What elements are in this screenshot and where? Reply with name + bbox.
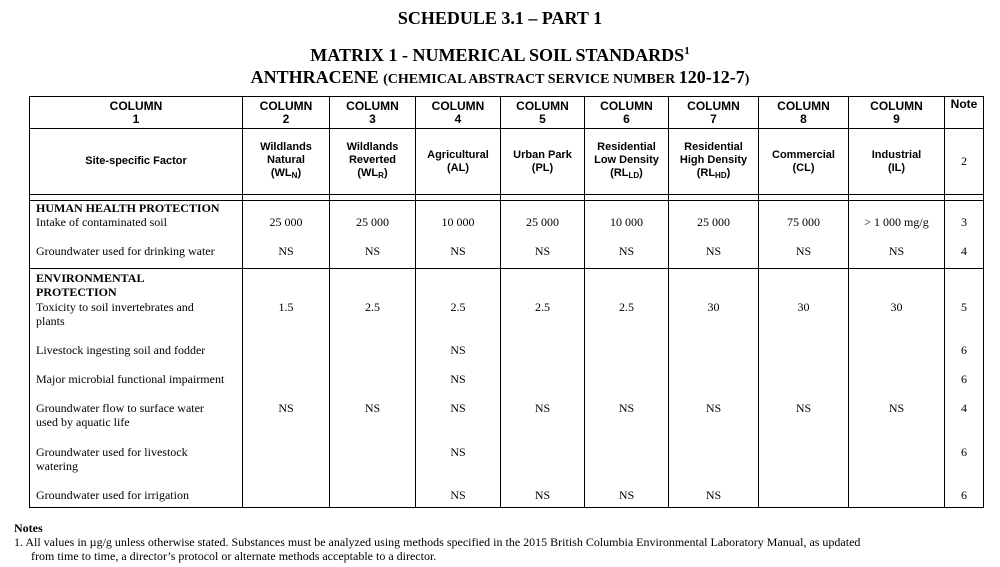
env-col-5 — [501, 269, 585, 508]
table-row: Toxicity to soil invertebrates and plants — [36, 300, 194, 328]
table-row: Livestock ingesting soil and fodder — [36, 343, 206, 357]
note-ref: 5 — [961, 300, 967, 314]
matrix-title — [0, 45, 1000, 66]
hh-col-8 — [759, 201, 849, 269]
environmental-label: ENVIRONMENTAL PROTECTION — [36, 271, 145, 299]
note-ref: 6 — [961, 372, 967, 386]
cell-value: NS — [618, 401, 635, 415]
cell-value: NS — [278, 401, 294, 415]
note-ref: 6 — [961, 488, 967, 502]
matrix-title-text: MATRIX 1 - NUMERICAL SOIL STANDARDS — [310, 45, 685, 65]
cell-value: 75 000 — [787, 215, 820, 229]
note-ref: 6 — [961, 445, 967, 459]
standards-table — [29, 96, 984, 508]
residential-low-density-label: Residential Low Density $(RL_{LD})$ — [585, 129, 669, 195]
schedule-title: SCHEDULE 3.1 – PART 1 — [397, 8, 603, 28]
env-col-3 — [330, 269, 416, 508]
cell-value: 25 000 — [526, 215, 559, 229]
hh-col-9 — [849, 201, 945, 269]
note-1-line-2: from time to time, a director’s protocol or alternate methods acceptable to a director. — [31, 549, 437, 563]
cell-value: NS — [364, 244, 381, 258]
note-ref: 3 — [961, 215, 967, 229]
cell-value: 2.5 — [619, 300, 634, 314]
column-header-2: COLUMN 2 — [243, 97, 330, 129]
cell-value: NS — [450, 445, 466, 459]
residential-high-density-label: Residential High Density $(RL_{HD})$ — [669, 129, 759, 195]
cell-value: NS — [705, 244, 722, 258]
cell-value: NS — [364, 401, 381, 415]
hh-col-4 — [416, 201, 501, 269]
cell-value: > 1 000 mg/g — [864, 215, 929, 229]
table-row: Groundwater used for irrigation — [36, 488, 189, 502]
cell-value: 25 000 — [269, 215, 303, 229]
cell-value: 2.5 — [535, 300, 550, 314]
human-health-label: HUMAN HEALTH PROTECTION — [36, 201, 220, 215]
cell-value: 30 — [890, 300, 903, 314]
cell-value: 2.5 — [450, 300, 466, 314]
site-factor-label: Site-specific Factor — [30, 129, 243, 195]
env-col-9 — [849, 269, 945, 508]
cas-close: ) — [744, 72, 750, 87]
column-header-7: COLUMN 7 — [669, 97, 759, 129]
hh-col-6 — [585, 201, 669, 269]
env-notes — [945, 269, 984, 508]
column-header-1: COLUMN 1 — [30, 97, 243, 129]
cell-value: 1.5 — [278, 300, 294, 314]
note-ref: 4 — [961, 401, 967, 415]
hh-notes — [945, 201, 984, 269]
cell-value: NS — [795, 401, 812, 415]
hh-col-7 — [669, 201, 759, 269]
cell-value: NS — [705, 488, 722, 502]
cell-value: NS — [450, 372, 466, 386]
cell-value: NS — [888, 401, 905, 415]
cell-value: 10 000 — [610, 215, 643, 229]
column-header-8: COLUMN 8 — [759, 97, 849, 129]
hh-col-2 — [243, 201, 330, 269]
cell-value: 25 000 — [697, 215, 730, 229]
note-1-line-1: 1. All values in µg/g unless otherwise stated. Substances must be analyzed using methods specified in the 2015 British Columbia Environmental Laboratory Manual, as updated — [14, 535, 861, 549]
column-number-row — [30, 97, 984, 129]
hh-col-5 — [501, 201, 585, 269]
table-row: Groundwater used for livestock watering — [36, 445, 188, 473]
cas-label: (CHEMICAL ABSTRACT SERVICE NUMBER — [383, 72, 679, 87]
cell-value: NS — [278, 244, 294, 258]
cell-value: NS — [618, 244, 635, 258]
industrial-label: Industrial (IL) — [849, 129, 945, 195]
commercial-label: Commercial (CL) — [759, 129, 849, 195]
cell-value: NS — [795, 244, 812, 258]
table-row: Groundwater used for drinking water — [36, 244, 215, 258]
wildlands-natural-label: Wildlands Natural $(WL_N)$ — [243, 129, 330, 195]
environmental-section — [30, 269, 984, 508]
wildlands-reverted-label: Wildlands Reverted $(WL_R)$ — [330, 129, 416, 195]
substance-name: ANTHRACENE — [250, 67, 379, 87]
agricultural-label: Agricultural (AL) — [416, 129, 501, 195]
env-col-6 — [585, 269, 669, 508]
hh-col-3 — [330, 201, 416, 269]
matrix-title-footnote: 1 — [684, 45, 690, 57]
column-header-6: COLUMN 6 — [585, 97, 669, 129]
cell-value: NS — [618, 488, 635, 502]
env-col-4 — [416, 269, 501, 508]
column-label-row — [30, 129, 984, 195]
table-row: Groundwater flow to surface water used by aquatic life — [36, 401, 204, 429]
table-row: Intake of contaminated soil — [36, 215, 167, 229]
env-col-7 — [669, 269, 759, 508]
cell-value: NS — [534, 244, 551, 258]
cell-value: NS — [450, 244, 466, 258]
environmental-factors — [30, 269, 243, 508]
cell-value: NS — [534, 488, 551, 502]
notes-title: Notes — [14, 521, 43, 535]
env-col-2 — [243, 269, 330, 508]
column-header-4: COLUMN 4 — [416, 97, 501, 129]
urban-park-label: Urban Park (PL) — [501, 129, 585, 195]
cell-value: NS — [450, 488, 466, 502]
column-header-5: COLUMN 5 — [501, 97, 585, 129]
cell-value: NS — [450, 343, 466, 357]
cell-value: 10 000 — [441, 215, 475, 229]
cell-value: 30 — [707, 300, 720, 314]
human-health-factors — [30, 201, 243, 269]
cell-value: 30 — [797, 300, 810, 314]
table-row: Major microbial functional impairment — [36, 372, 225, 386]
cell-value: 25 000 — [356, 215, 389, 229]
note-column-header: Note — [945, 97, 984, 129]
env-col-8 — [759, 269, 849, 508]
note-ref: 4 — [961, 244, 967, 258]
column-header-9: COLUMN 9 — [849, 97, 945, 129]
cell-value: NS — [705, 401, 722, 415]
cas-number: 120-12-7 — [678, 67, 745, 87]
substance-title — [0, 67, 1000, 88]
header-note-value: 2 — [945, 129, 984, 195]
cell-value: NS — [450, 401, 466, 415]
column-header-3: COLUMN 3 — [330, 97, 416, 129]
cell-value: 2.5 — [365, 300, 380, 314]
cell-value: NS — [888, 244, 905, 258]
human-health-section — [30, 201, 984, 269]
note-ref: 6 — [961, 343, 967, 357]
cell-value: NS — [534, 401, 551, 415]
